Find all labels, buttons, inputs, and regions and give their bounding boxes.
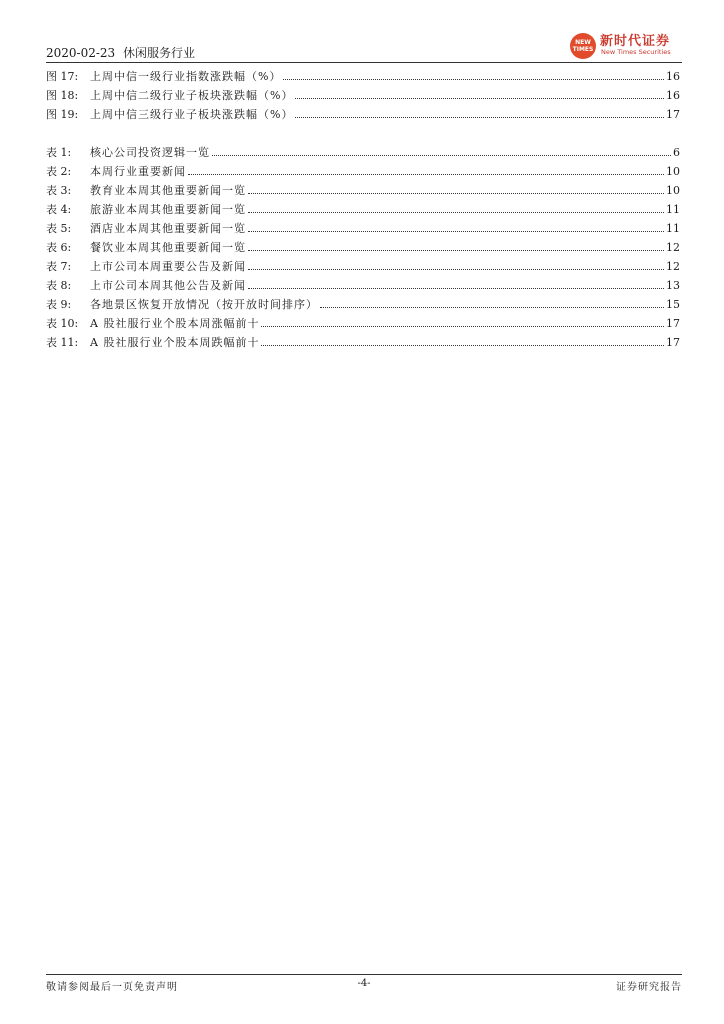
toc-entry-table-3[interactable] xyxy=(46,182,680,201)
toc-entry-page: 17 xyxy=(666,317,680,330)
dot-leader xyxy=(248,231,664,232)
toc-entry-label: 表 1: xyxy=(46,146,72,159)
toc-entry-label: 表 6: xyxy=(46,241,72,254)
logo-emblem-line1: NEW xyxy=(575,39,591,46)
toc-entry-page: 6 xyxy=(673,146,680,159)
toc-entry-title: 旅游业本周其他重要新闻一览 xyxy=(90,203,246,216)
toc-entry-title: 上市公司本周其他公告及新闻 xyxy=(90,279,246,292)
toc-entry-table-5[interactable] xyxy=(46,220,680,239)
toc-entry-page: 13 xyxy=(666,279,680,292)
toc-entry-figure-19[interactable] xyxy=(46,106,680,125)
toc-entry-label: 表 4: xyxy=(46,203,72,216)
toc-entry-page: 12 xyxy=(666,260,680,273)
toc-entry-label: 图 19: xyxy=(46,108,79,121)
logo-emblem xyxy=(570,33,596,59)
toc-entry-table-1[interactable] xyxy=(46,144,680,163)
dot-leader xyxy=(248,288,664,289)
dot-leader xyxy=(320,307,664,308)
dot-leader xyxy=(295,98,664,99)
company-logo xyxy=(570,30,682,60)
industry-name: 休闲服务行业 xyxy=(123,46,196,60)
toc-entry-page: 10 xyxy=(666,165,680,178)
dot-leader xyxy=(295,117,664,118)
dot-leader xyxy=(248,269,664,270)
toc-entry-title: 核心公司投资逻辑一览 xyxy=(90,146,210,159)
toc-entry-table-10[interactable] xyxy=(46,315,680,334)
toc-entry-title: 教育业本周其他重要新闻一览 xyxy=(90,184,246,197)
report-date: 2020-02-23 xyxy=(46,46,116,60)
toc-entry-table-4[interactable] xyxy=(46,201,680,220)
header-divider xyxy=(46,62,682,63)
toc-entry-title: A 股社服行业个股本周跌幅前十 xyxy=(90,336,260,349)
toc-entry-label: 表 10: xyxy=(46,317,79,330)
toc-entry-label: 表 9: xyxy=(46,298,72,311)
toc-entry-table-2[interactable] xyxy=(46,163,680,182)
toc-entry-title: 本周行业重要新闻 xyxy=(90,165,186,178)
header-info xyxy=(46,44,199,61)
toc-entry-page: 12 xyxy=(666,241,680,254)
toc-entry-label: 图 18: xyxy=(46,89,79,102)
toc-entry-label: 表 8: xyxy=(46,279,72,292)
figure-list xyxy=(46,68,680,125)
toc-entry-title: 上周中信三级行业子板块涨跌幅（%） xyxy=(90,108,294,121)
toc-entry-title: 上市公司本周重要公告及新闻 xyxy=(90,260,246,273)
dot-leader xyxy=(248,193,664,194)
toc-entry-table-7[interactable] xyxy=(46,258,680,277)
toc-entry-page: 16 xyxy=(666,70,680,83)
toc-entry-title: 酒店业本周其他重要新闻一览 xyxy=(90,222,246,235)
table-list xyxy=(46,144,680,353)
toc-entry-page: 17 xyxy=(666,336,680,349)
toc-entry-page: 11 xyxy=(666,222,680,235)
toc-entry-title: 上周中信一级行业指数涨跌幅（%） xyxy=(90,70,282,83)
toc-entry-table-11[interactable] xyxy=(46,334,680,353)
dot-leader xyxy=(248,212,664,213)
toc-entry-table-6[interactable] xyxy=(46,239,680,258)
dot-leader xyxy=(212,155,671,156)
toc-entry-title: 各地景区恢复开放情况（按开放时间排序） xyxy=(90,298,318,311)
footer-disclaimer: 敬请参阅最后一页免责声明 xyxy=(46,982,178,993)
dot-leader xyxy=(261,345,664,346)
toc-entry-title: 餐饮业本周其他重要新闻一览 xyxy=(90,241,246,254)
toc-entry-label: 表 7: xyxy=(46,260,72,273)
toc-entry-label: 表 2: xyxy=(46,165,72,178)
toc-entry-label: 表 3: xyxy=(46,184,72,197)
toc-entry-title: A 股社服行业个股本周涨幅前十 xyxy=(90,317,260,330)
footer-divider xyxy=(46,974,682,975)
toc-entry-figure-17[interactable] xyxy=(46,68,680,87)
logo-name: 新时代证券 xyxy=(600,34,671,49)
report-type: 证券研究报告 xyxy=(616,982,682,993)
toc-entry-label: 图 17: xyxy=(46,70,79,83)
toc-entry-page: 17 xyxy=(666,108,680,121)
dot-leader xyxy=(248,250,664,251)
toc-entry-table-8[interactable] xyxy=(46,277,680,296)
toc-entry-page: 16 xyxy=(666,89,680,102)
toc-entry-page: 10 xyxy=(666,184,680,197)
toc-entry-label: 表 11: xyxy=(46,336,79,349)
toc-entry-label: 表 5: xyxy=(46,222,72,235)
logo-subtitle: New Times Securities xyxy=(601,48,671,56)
toc-entry-figure-18[interactable] xyxy=(46,87,680,106)
toc-entry-page: 11 xyxy=(666,203,680,216)
logo-emblem-line2: TIMES xyxy=(572,46,594,53)
page-footer xyxy=(46,974,682,994)
toc-entry-table-9[interactable] xyxy=(46,296,680,315)
page-number: -4- xyxy=(357,978,371,989)
dot-leader xyxy=(188,174,664,175)
dot-leader xyxy=(261,326,664,327)
toc-entry-title: 上周中信二级行业子板块涨跌幅（%） xyxy=(90,89,294,102)
toc-entry-page: 15 xyxy=(666,298,680,311)
dot-leader xyxy=(283,79,664,80)
page-header xyxy=(46,30,682,60)
